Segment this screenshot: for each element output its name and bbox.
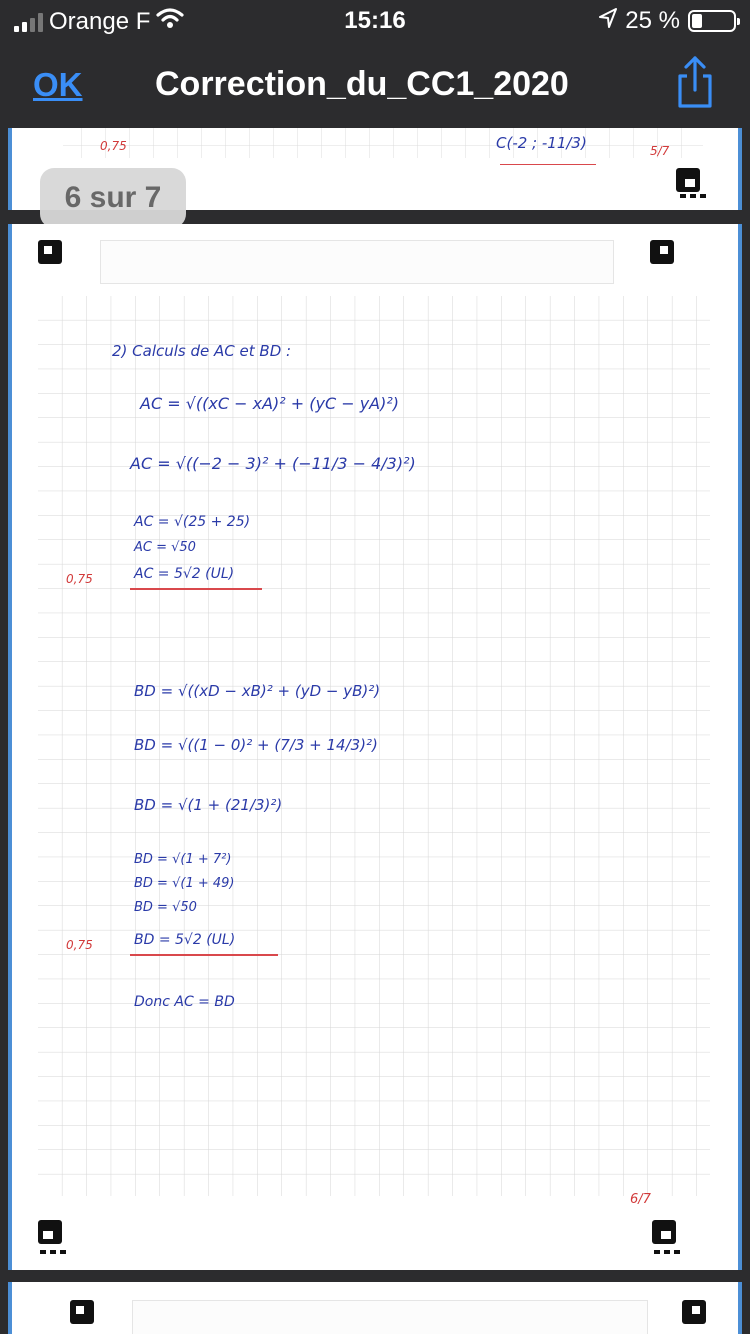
ac-result: AC = 5√2 (UL) (134, 566, 235, 582)
marker-dashes (654, 1250, 680, 1254)
question-title: 2) Calculs de AC et BD : (112, 342, 292, 360)
ac-score: 0,75 (66, 572, 93, 586)
bd-simplify: BD = √(1 + (21/3)²) (134, 796, 283, 814)
bd-underline (130, 954, 278, 956)
underline (500, 164, 596, 165)
header-box (100, 240, 614, 284)
bd-root: BD = √50 (134, 900, 197, 915)
ok-button[interactable]: OK (33, 66, 83, 103)
marker-dashes (40, 1250, 66, 1254)
current-page (8, 224, 742, 1270)
corner-marker-icon (676, 168, 700, 192)
navigation-bar (0, 40, 750, 128)
status-right (599, 7, 736, 35)
carrier-label: Orange F (49, 7, 151, 35)
document-viewer[interactable] (0, 128, 750, 1334)
bd-sum: BD = √(1 + 49) (134, 876, 235, 891)
ac-substitution: AC = √((−2 − 3)² + (−11/3 − 4/3)²) (130, 454, 416, 473)
bd-formula: BD = √((xD − xB)² + (yD − yB)²) (134, 682, 381, 700)
page-edge-right (738, 1282, 742, 1334)
page-edge-right (738, 128, 742, 210)
location-icon (599, 7, 617, 35)
page-edge-left (8, 224, 12, 1270)
score-previous: 0,75 (100, 139, 127, 153)
bd-square: BD = √(1 + 7²) (134, 852, 232, 867)
bd-score: 0,75 (66, 938, 93, 952)
ac-sum: AC = √(25 + 25) (134, 514, 251, 530)
corner-marker-icon (38, 240, 62, 264)
ac-root: AC = √50 (134, 540, 196, 555)
page-edge-left (8, 1282, 12, 1334)
battery-percent: 25 % (625, 7, 680, 34)
bd-result: BD = 5√2 (UL) (134, 932, 236, 948)
page-indicator: 6 sur 7 (40, 168, 186, 228)
status-bar (0, 0, 750, 40)
bd-substitution: BD = √((1 − 0)² + (7/3 + 14/3)²) (134, 736, 378, 754)
corner-marker-icon (682, 1300, 706, 1324)
page-number-previous: 5/7 (650, 144, 670, 158)
next-page (8, 1282, 742, 1334)
document-title: Correction_du_CC1_2020 (155, 65, 569, 103)
marker-dashes (680, 194, 706, 198)
battery-icon (688, 10, 736, 32)
corner-marker-icon (652, 1220, 676, 1244)
clock: 15:16 (344, 7, 406, 34)
header-box (132, 1300, 648, 1334)
share-button[interactable] (672, 54, 718, 110)
ac-underline (130, 588, 262, 590)
corner-marker-icon (650, 240, 674, 264)
point-c: C(-2 ; -11/3) (496, 134, 587, 152)
page-edge-right (738, 224, 742, 1270)
corner-marker-icon (70, 1300, 94, 1324)
share-icon (672, 54, 718, 110)
page-number: 6/7 (630, 1192, 651, 1207)
conclusion: Donc AC = BD (134, 994, 235, 1010)
ac-formula: AC = √((xC − xA)² + (yC − yA)²) (140, 394, 400, 413)
page-edge-left (8, 128, 12, 210)
corner-marker-icon (38, 1220, 62, 1244)
